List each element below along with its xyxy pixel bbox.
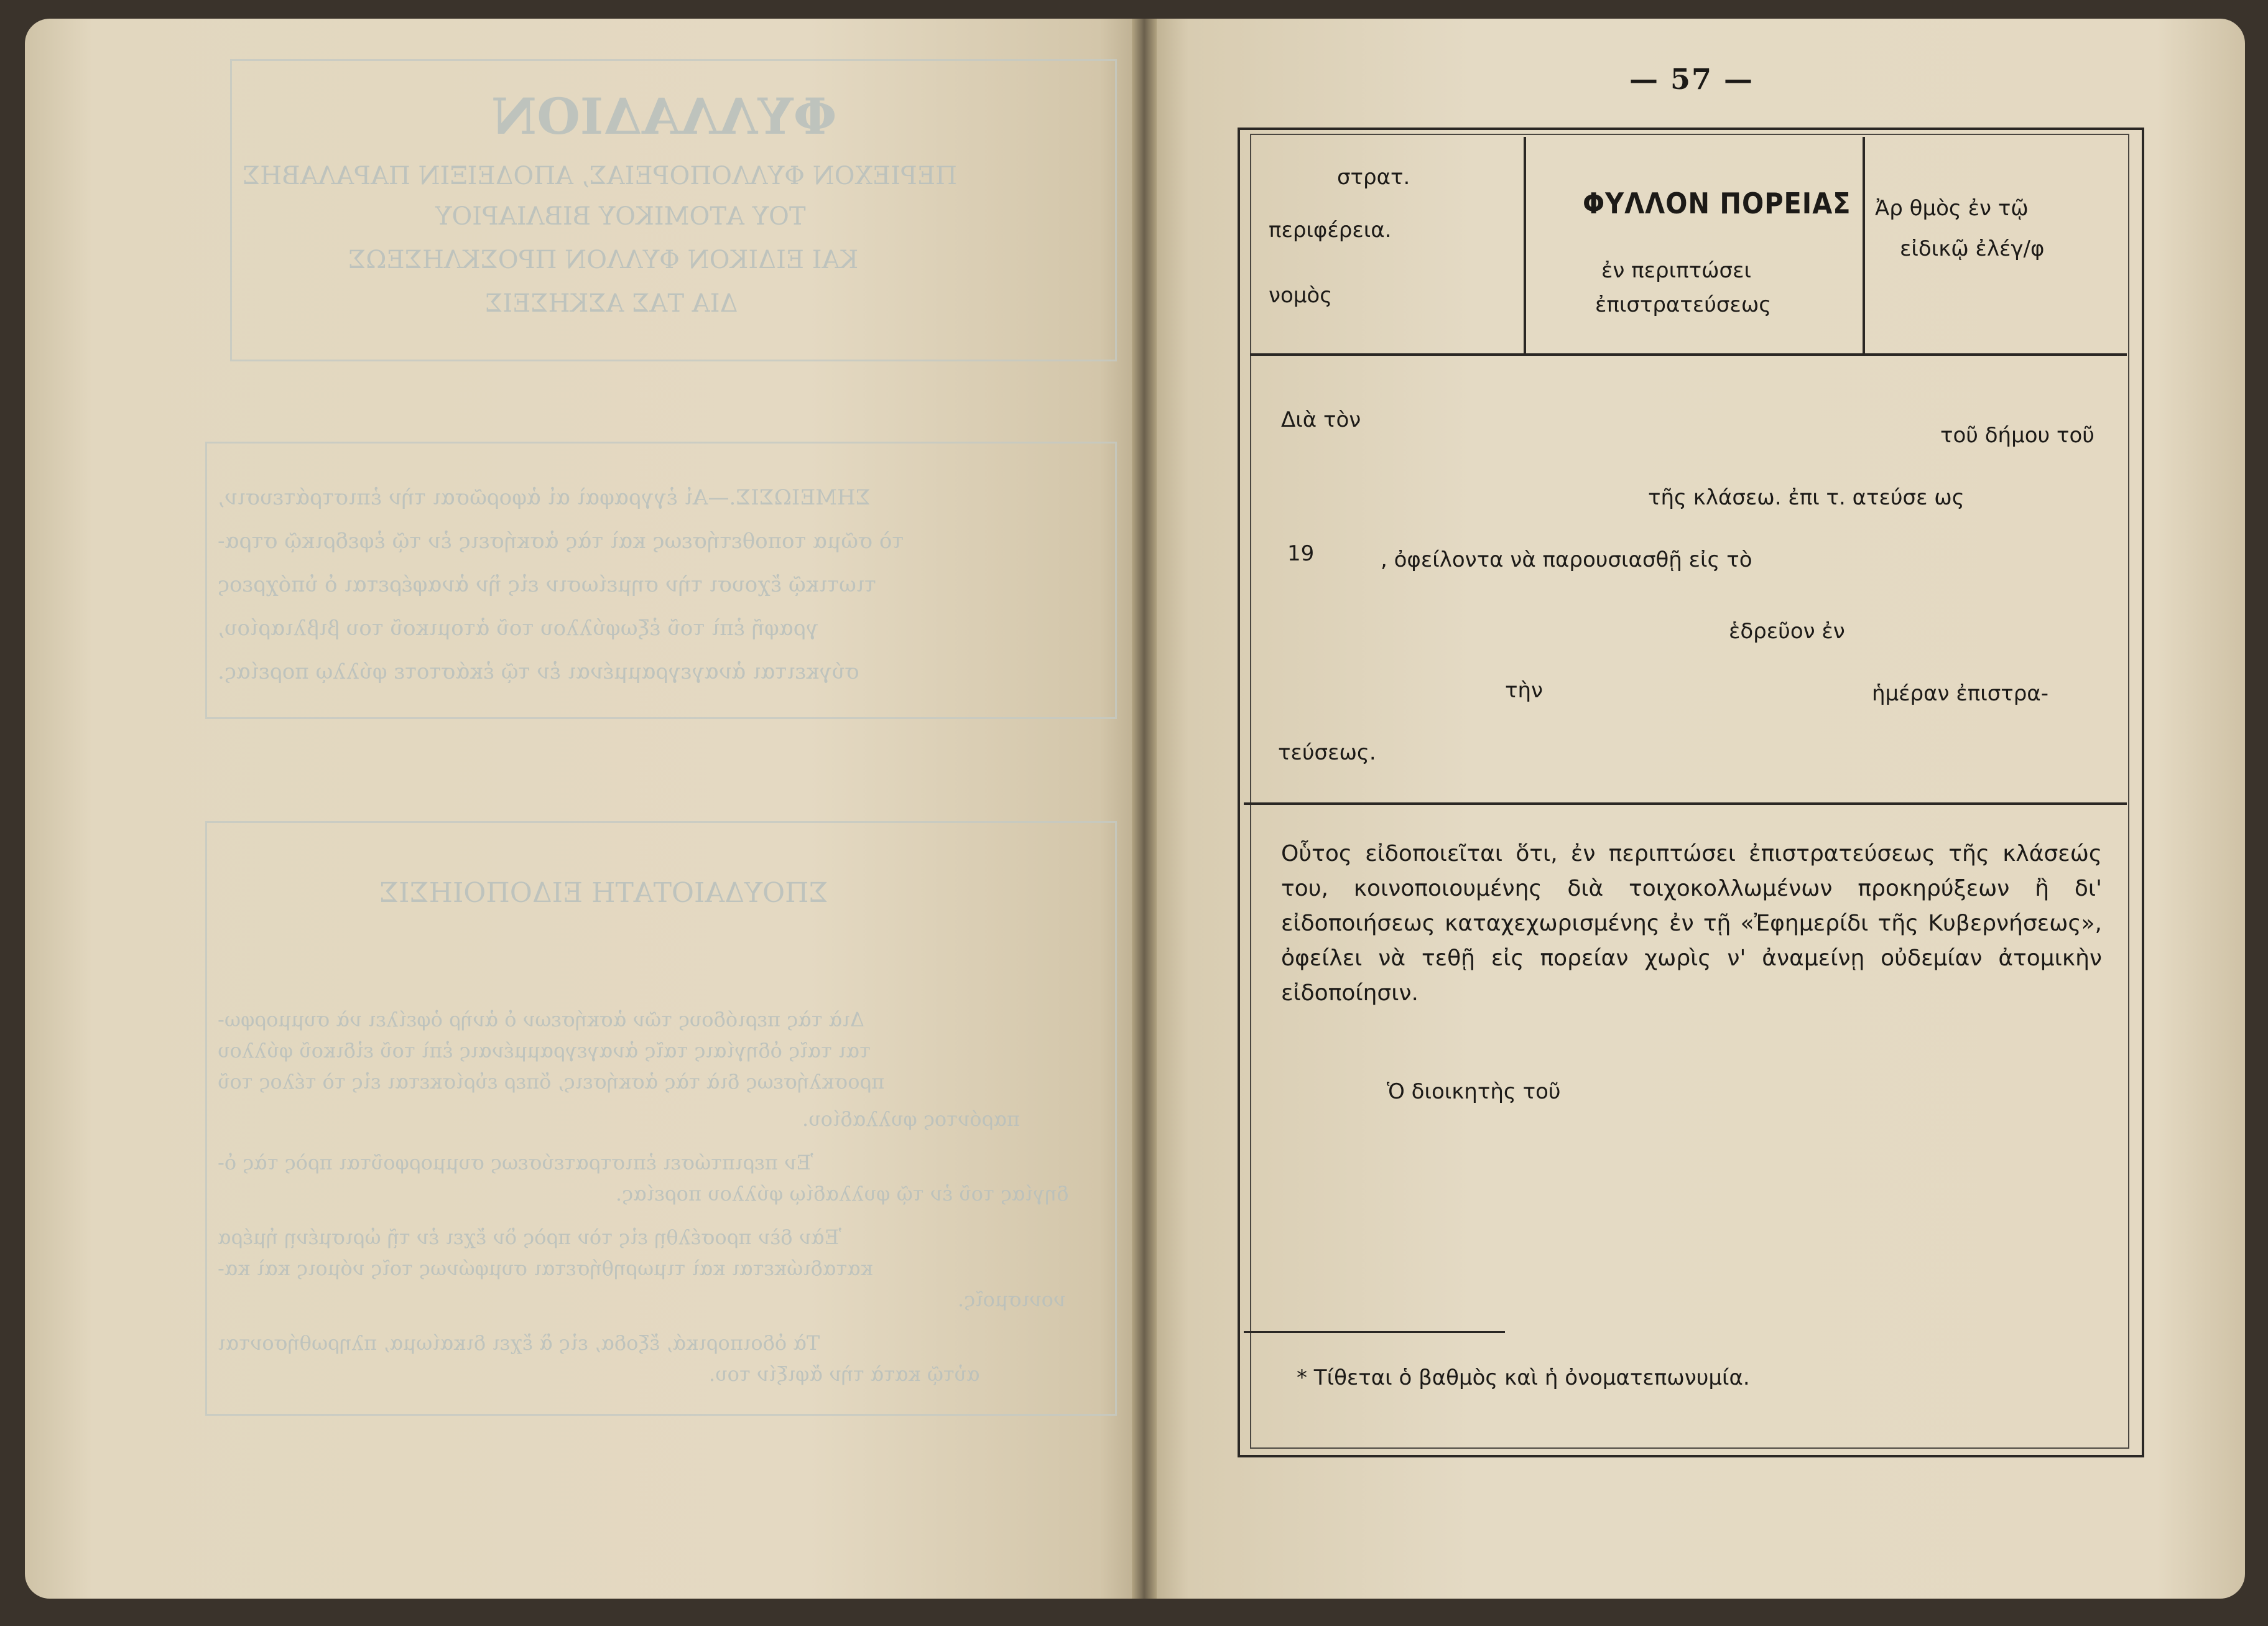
- header-field-periferia: περιφέρεια.: [1269, 218, 1392, 243]
- header-divider-left: [1524, 137, 1526, 355]
- form-subtitle: ἐν περιπτώσει: [1601, 258, 1751, 283]
- form-line-tin: τὴν: [1505, 678, 1544, 703]
- footnote: * Τίθεται ὁ βαθμὸς καὶ ἡ ὀνοματεπωνυμία.: [1297, 1365, 1750, 1390]
- ghost-line: καταδιώκεται καὶ τιμωρηθήσεται συμφώνως τοῖς νόμοις καὶ κα-: [218, 1257, 873, 1280]
- form-line-teuseos: τεύσεως.: [1278, 740, 1376, 765]
- ghost-line: παρόντος φυλλαδίου.: [802, 1107, 1020, 1131]
- form-line-dimou: τοῦ δήμου τοῦ: [1940, 423, 2094, 448]
- page-number: — 57 —: [1629, 62, 1754, 96]
- header-field-nomos: νομὸς: [1269, 283, 1333, 308]
- form-subtitle: ἐπιστρατεύσεως: [1595, 292, 1772, 317]
- form-title: ΦΥΛΛΟΝ ΠΟΡΕΙΑΣ: [1583, 187, 1851, 220]
- form-line-ofeilonta: , ὀφείλοντα νὰ παρουσιασθῇ εἰς τὸ: [1381, 547, 1752, 572]
- ghost-subtitle: ΔΙΑ ΤΑΣ ΑΣΚΗΣΕΙΣ: [485, 289, 738, 318]
- form-line-edreuon: ἑδρεῦον ἐν: [1729, 619, 1845, 644]
- header-bottom-rule: [1250, 353, 2127, 356]
- ghost-line: νονισμοῖς.: [958, 1288, 1066, 1311]
- ghost-line: Διὰ τὰς περιόδους τῶν ἀσκήσεων ὁ ἀνὴρ ὀφείλει νὰ συμμορφω-: [218, 1008, 864, 1031]
- ghost-subtitle: ΚΑΙ ΕΙΔΙΚΟΝ ΦΥΛΛΟΝ ΠΡΟΣΚΛΗΣΕΩΣ: [348, 246, 859, 274]
- header-field-number: Ἀρ θμὸς ἐν τῷ: [1875, 196, 2029, 221]
- commander-line: Ὁ διοικητὴς τοῦ: [1387, 1079, 1561, 1104]
- form-line-imeran: ἡμέραν ἐπιστρα-: [1872, 681, 2048, 706]
- form-mid-rule: [1244, 802, 2127, 805]
- form-line-dia-ton: Διὰ τὸν: [1281, 407, 1361, 432]
- ghost-line: Τὰ ὁδοιπορικά, ἔξοδα, εἰς ἃ ἔχει δικαίωμα, πληρωθήσονται: [218, 1331, 820, 1355]
- ghost-line: τιωτικῷ ἔχουσι τὴν σημείωσιν εἰς ἣν ἀναφέρεται ὁ ὑπόχρεος: [218, 572, 876, 597]
- notice-paragraph: Οὗτος εἰδοποιεῖται ὅτι, ἐν περιπτώσει ἐπιστρατεύσεως τῆς κλάσεώς του, κοινοποιουμένης διὰ τοιχοκολλωμένων προκηρύξεων ἢ δι' εἰδοποιήσεως καταχεχωρισμένης ἐν τῇ «Ἐφημερίδι τῆς Κυβερνήσεως», ὀφείλει νὰ τεθῇ εἰς πορείαν χωρὶς ν' ἀναμείνῃ οὐδεμίαν ἀτομικὴν εἰδοποίησιν.: [1281, 841, 2102, 1006]
- ghost-line: αὐτῷ κατὰ τὴν ἄφιξίν του.: [709, 1362, 980, 1386]
- ghost-line: Ἐν περιπτώσει ἐπιστρατεύσεως συμμορφοῦται πρὸς τὰς ὁ-: [218, 1151, 813, 1174]
- ghost-subtitle: ΤΟΥ ΑΤΟΜΙΚΟΥ ΒΙΒΛΙΑΡΙΟΥ: [435, 202, 806, 231]
- form-line-klaseos: τῆς κλάσεω. ἐπι τ. ατεύσε ως: [1648, 485, 1965, 510]
- ghost-line: ται ταῖς ὁδηγίαις ταῖς ἀναγεγραμμέναις ἐπὶ τοῦ εἰδικοῦ φύλλου: [218, 1039, 871, 1062]
- book-gutter: [1132, 19, 1157, 1599]
- ghost-heading: ΣΠΟΥΔΑΙΟΤΑΤΗ ΕΙΔΟΠΟΙΗΣΙΣ: [379, 877, 828, 909]
- form-line-year: 19: [1287, 541, 1315, 566]
- form-inner-frame: [1250, 134, 2129, 1449]
- footnote-rule: [1244, 1331, 1505, 1333]
- ghost-line: δηγίας τοῦ ἐν τῷ φυλλαδίῳ φύλλου πορείας.: [616, 1182, 1069, 1206]
- ghost-title: ΦΥΛΛΑΔΙΟΝ: [491, 87, 837, 146]
- header-field-strat: στρατ.: [1337, 165, 1410, 190]
- ghost-subtitle: ΠΕΡΙΕΧΟΝ ΦΥΛΛΟΠΟΡΕΙΑΣ, ΑΠΟΔΕΙΞΙΝ ΠΑΡΑΛΑΒΗΣ: [243, 162, 957, 190]
- ghost-line: γραφῆ ἐπὶ τοῦ ἐξωφύλλου τοῦ ἀτομικοῦ του βιβλιαρίου,: [218, 616, 819, 641]
- ghost-line: σύγκειται ἀναγεγραμμέναι ἐν τῷ ἐκάστοτε φύλλῳ πορείας.: [218, 659, 859, 684]
- ghost-line: ΣΗΜΕΙΩΣΙΣ.—Αἱ ἐγγραφαὶ αἱ ἀφορῶσαι τὴν ἐπιστράτευσιν,: [218, 485, 871, 510]
- header-divider-right: [1863, 137, 1865, 355]
- ghost-line: Ἐὰν δὲν προσέλθῃ εἰς τὸν πρὸς ὃν ἔχει ἐν τῇ ὡρισμένῃ ἡμέρα: [218, 1225, 842, 1249]
- header-field-register: εἰδικῷ ἐλέγ/φ: [1900, 236, 2045, 261]
- ghost-line: τὸ σῶμα τοποθετήσεως καὶ τὰς ἀσκήσεις ἐν τῷ ἐφεδρικῷ στρα-: [218, 529, 904, 554]
- ghost-line: προσκλήσεως διὰ τὰς ἀσκήσεις, ὅπερ εὑρίσκεται εἰς τὸ τέλος τοῦ: [218, 1070, 885, 1094]
